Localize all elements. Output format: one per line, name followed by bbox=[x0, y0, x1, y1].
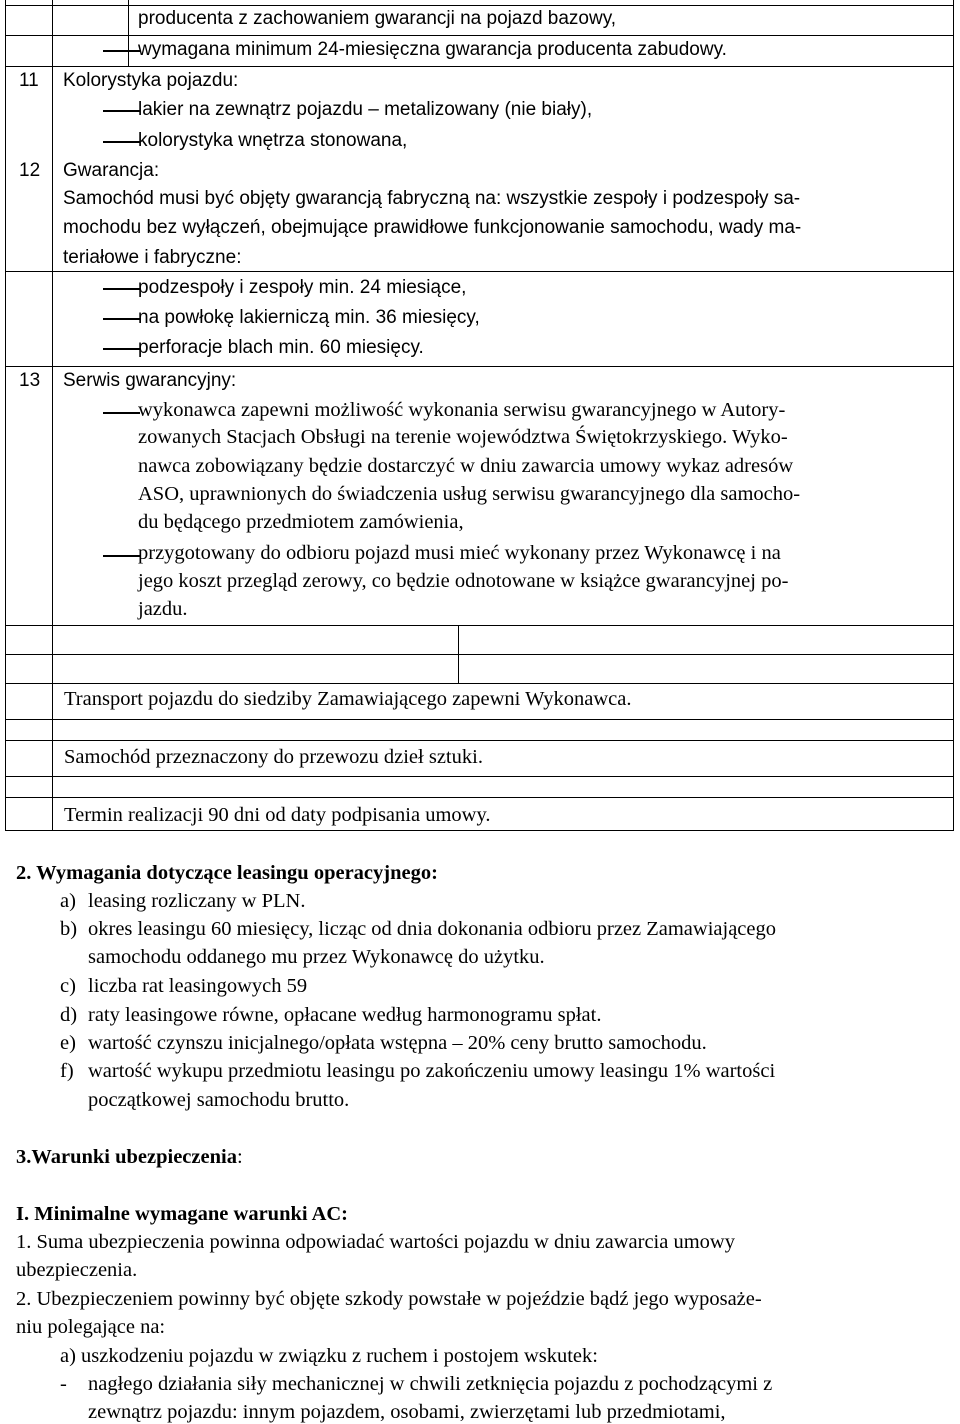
table-cell-text: du będącego przedmiotem zamówienia, bbox=[138, 511, 464, 533]
dash-bullet bbox=[103, 110, 140, 112]
table-line bbox=[5, 797, 954, 798]
paragraph-text: niu polegające na: bbox=[16, 1316, 166, 1338]
list-item: okres leasingu 60 miesięcy, licząc od dnia dokonania odbioru przez Zamawiającego bbox=[88, 918, 777, 940]
table-line bbox=[5, 625, 954, 626]
list-item: początkowej samochodu brutto. bbox=[88, 1089, 350, 1111]
list-item-letter: c) bbox=[60, 975, 76, 997]
table-line bbox=[5, 271, 954, 272]
row-title: Kolorystyka pojazdu: bbox=[63, 70, 239, 91]
row-title: Serwis gwarancyjny: bbox=[63, 370, 237, 391]
table-line bbox=[5, 740, 954, 741]
section-title: 3.Warunki ubezpieczenia bbox=[16, 1146, 237, 1168]
section-number: 2. bbox=[16, 862, 32, 884]
table-border-right bbox=[953, 0, 954, 831]
table-cell-text: nawca zobowiązany będzie dostarczyć w dniu zawarcia umowy wykaz adresów bbox=[138, 455, 794, 477]
list-item-letter: a) bbox=[60, 890, 76, 912]
list-dash-marker: - bbox=[60, 1373, 67, 1395]
list-item: raty leasingowe równe, opłacane według harmonogramu spłat. bbox=[88, 1004, 602, 1026]
list-item: samochodu oddanego mu przez Wykonawcę do użytku. bbox=[88, 946, 545, 968]
section-title: Wymagania dotyczące leasingu operacyjnego: bbox=[36, 862, 438, 884]
table-line bbox=[5, 5, 954, 6]
list-item-letter: e) bbox=[60, 1032, 76, 1054]
table-cell-text: lakier na zewnątrz pojazdu – metalizowany (nie biały), bbox=[138, 99, 593, 120]
table-cell-text: producenta z zachowaniem gwarancji na pojazd bazowy, bbox=[138, 8, 617, 29]
dash-bullet bbox=[103, 141, 140, 143]
list-item: wartość wykupu przedmiotu leasingu po zakończeniu umowy leasingu 1% wartości bbox=[88, 1060, 776, 1082]
table-line bbox=[5, 830, 954, 831]
table-cell-text: Samochód przeznaczony do przewozu dzieł sztuki. bbox=[64, 746, 483, 768]
table-line bbox=[5, 719, 954, 720]
dash-bullet bbox=[103, 555, 140, 557]
table-col-separator bbox=[52, 0, 53, 831]
list-item: zewnątrz pojazdu: innym pojazdem, osobami, zwierzętami lub przedmiotami, bbox=[88, 1401, 726, 1423]
list-item: a) uszkodzeniu pojazdu w związku z ruchem i postojem wskutek: bbox=[60, 1345, 598, 1367]
table-bullet-col-top bbox=[128, 0, 129, 67]
table-cell-text: jego koszt przegląd zerowy, co będzie odnotowane w książce gwarancyjnej po- bbox=[138, 570, 789, 592]
table-line bbox=[5, 66, 954, 67]
table-cell-text: zowanych Stacjach Obsługi na terenie województwa Świętokrzyskiego. Wyko- bbox=[138, 426, 788, 448]
row-number: 13 bbox=[19, 370, 41, 391]
table-cell-text: perforacje blach min. 60 miesięcy. bbox=[138, 337, 424, 358]
list-item-letter: f) bbox=[60, 1060, 74, 1082]
table-line bbox=[5, 776, 954, 777]
table-cell-text: wymagana minimum 24-miesięczna gwarancja producenta zabudowy. bbox=[138, 39, 727, 60]
row-number: 12 bbox=[19, 160, 41, 181]
dash-bullet bbox=[103, 50, 140, 52]
table-cell-text: przygotowany do odbioru pojazd musi mieć wykonany przez Wykonawcę i na bbox=[138, 542, 781, 564]
list-item: wartość czynszu inicjalnego/opłata wstępna – 20% ceny brutto samochodu. bbox=[88, 1032, 707, 1054]
list-item: nagłego działania siły mechanicznej w chwili zetknięcia pojazdu z pochodzącymi z bbox=[88, 1373, 773, 1395]
list-item-letter: b) bbox=[60, 918, 78, 940]
dash-bullet bbox=[103, 412, 140, 414]
row-title: Gwarancja: bbox=[63, 160, 160, 181]
subsection-heading: I. Minimalne wymagane warunki AC: bbox=[16, 1203, 349, 1225]
table-cell-text: na powłokę lakierniczą min. 36 miesięcy, bbox=[138, 307, 480, 328]
list-item: liczba rat leasingowych 59 bbox=[88, 975, 308, 997]
dash-bullet bbox=[103, 318, 140, 320]
table-border-left bbox=[5, 0, 6, 831]
table-cell-text: ASO, uprawnionych do świadczenia usług serwisu gwarancyjnego dla samocho- bbox=[138, 483, 801, 505]
table-line bbox=[5, 366, 954, 367]
table-cell-text: Samochód musi być objęty gwarancją fabryczną na: wszystkie zespoły i podzespoły sa- bbox=[63, 188, 801, 209]
row-number: 11 bbox=[19, 70, 39, 91]
list-item: leasing rozliczany w PLN. bbox=[88, 890, 306, 912]
paragraph-text: ubezpieczenia. bbox=[16, 1259, 138, 1281]
table-cell-text: kolorystyka wnętrza stonowana, bbox=[138, 130, 408, 151]
dash-bullet bbox=[103, 348, 140, 350]
table-cell-text: podzespoły i zespoły min. 24 miesiące, bbox=[138, 277, 467, 298]
dash-bullet bbox=[103, 288, 140, 290]
section-heading bbox=[16, 1147, 243, 1168]
list-item-letter: d) bbox=[60, 1004, 78, 1026]
paragraph-text: 2. Ubezpieczeniem powinny być objęte szkody powstałe w pojeździe bądź jego wyposaże- bbox=[16, 1288, 762, 1310]
table-line bbox=[5, 35, 954, 36]
table-cell-text: Termin realizacji 90 dni od daty podpisania umowy. bbox=[64, 804, 491, 826]
table-cell-text: wykonawca zapewni możliwość wykonania serwisu gwarancyjnego w Autory- bbox=[138, 399, 786, 421]
paragraph-text: 1. Suma ubezpieczenia powinna odpowiadać wartości pojazdu w dniu zawarcia umowy bbox=[16, 1231, 735, 1253]
section-heading bbox=[16, 863, 438, 884]
table-cell-text: teriałowe i fabryczne: bbox=[63, 247, 242, 268]
table-cell-text: Transport pojazdu do siedziby Zamawiającego zapewni Wykonawca. bbox=[64, 688, 632, 710]
table-line bbox=[5, 654, 954, 655]
table-cell-text: jazdu. bbox=[138, 598, 188, 620]
table-line bbox=[5, 683, 954, 684]
table-cell-text: mochodu bez wyłączeń, obejmujące prawidłowe funkcjonowanie samochodu, wady ma- bbox=[63, 217, 802, 238]
section-title-colon: : bbox=[236, 1146, 243, 1168]
